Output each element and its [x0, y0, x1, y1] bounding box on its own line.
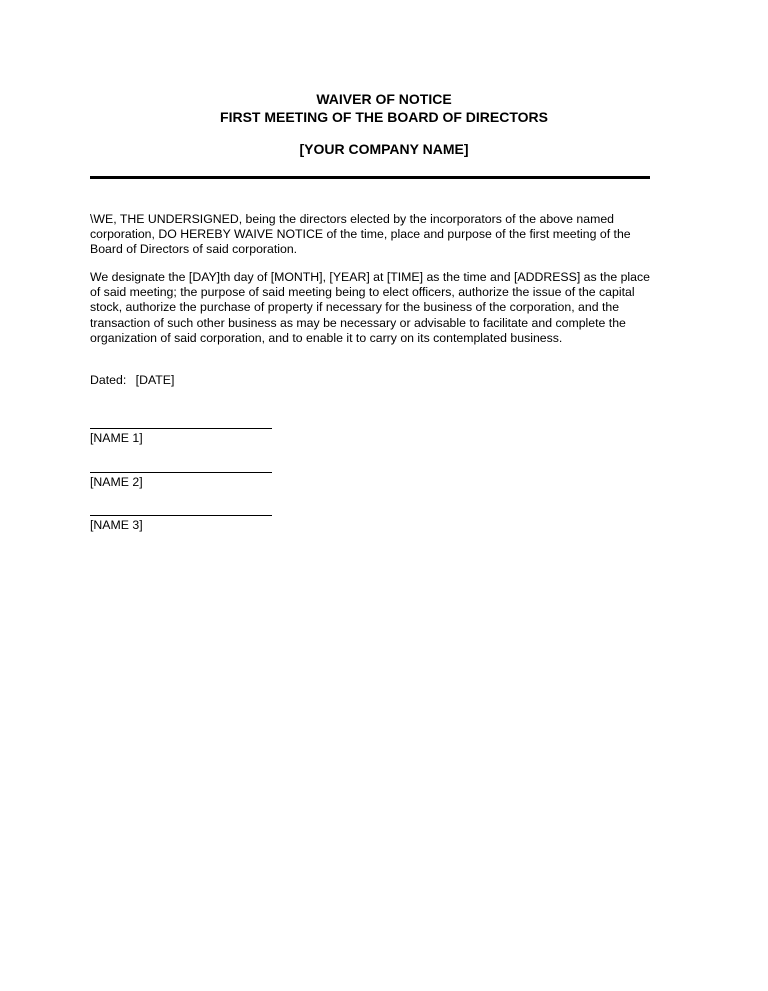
document-title: [0, 90, 768, 126]
signatory-name: [NAME 1]: [90, 431, 143, 445]
title-line-2: FIRST MEETING OF THE BOARD OF DIRECTORS: [220, 109, 548, 125]
signature-line: [90, 428, 272, 429]
signature-line: [90, 515, 272, 516]
title-line-1: WAIVER OF NOTICE: [316, 91, 452, 107]
dated-label: Dated:: [90, 373, 127, 387]
dated-line: [90, 372, 174, 388]
dated-value: [DATE]: [135, 373, 175, 387]
signatory-name: [NAME 3]: [90, 518, 143, 532]
designation-paragraph: We designate the [DAY]th day of [MONTH], [YEAR] at [TIME] as the time and [ADDRESS] as the place of said meeting; the purpose of said meeting being to elect officers, authorize the issue of the capital stock, authorize the purchase of property if necessary for the business of the corporation, and the transaction of such other business as may be necessary or advisable to facilitate and complete the organization of said corporation, and to enable it to carry on its contemplated business.: [90, 270, 650, 345]
waiver-paragraph: \WE, THE UNDERSIGNED, being the directors elected by the incorporators of the above named corporation, DO HEREBY WAIVE NOTICE of the time, place and purpose of the first meeting of the Board of Directors of said corporation.: [90, 212, 631, 257]
signature-block-3: [90, 515, 272, 533]
company-name-placeholder: [YOUR COMPANY NAME]: [299, 141, 469, 157]
signature-block-2: [90, 472, 272, 490]
signature-block-1: [90, 428, 272, 446]
title-divider: [90, 176, 650, 179]
signatory-name: [NAME 2]: [90, 475, 143, 489]
signature-line: [90, 472, 272, 473]
